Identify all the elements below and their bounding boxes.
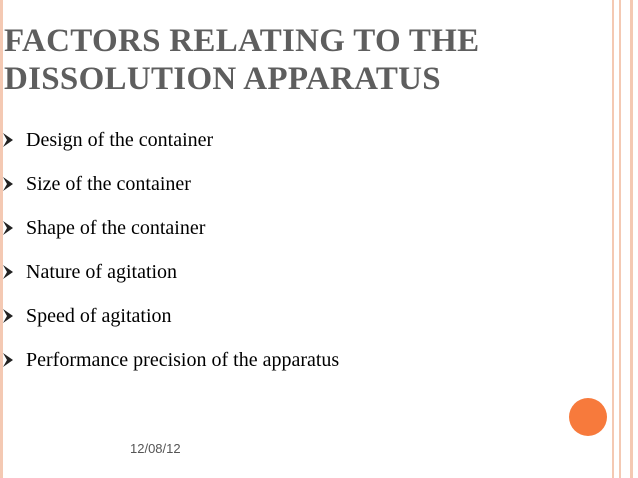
right-edge-line-1 [612, 0, 614, 478]
bullet-text: Size of the container [26, 172, 191, 195]
bullet-item [0, 250, 339, 294]
arrowhead-bullet-icon [0, 221, 26, 235]
slide-title: FACTORS RELATING TO THE DISSOLUTION APPARATUS [4, 23, 480, 97]
bullet-list [0, 118, 339, 382]
bullet-text: Performance precision of the apparatus [26, 348, 340, 371]
arrowhead-bullet-icon [0, 177, 26, 191]
bullet-text: Speed of agitation [26, 304, 172, 327]
orange-circle-decoration [569, 398, 607, 436]
footer-date: 12/08/12 [130, 441, 181, 456]
right-edge-line-3 [630, 0, 633, 478]
bullet-text: Design of the container [26, 128, 214, 151]
bullet-text: Nature of agitation [26, 260, 178, 283]
bullet-item [0, 294, 339, 338]
arrowhead-bullet-icon [0, 309, 26, 323]
arrowhead-bullet-icon [0, 353, 26, 367]
bullet-item [0, 206, 339, 250]
bullet-item [0, 162, 339, 206]
arrowhead-bullet-icon [0, 133, 26, 147]
right-edge-line-2 [619, 0, 621, 478]
bullet-text: Shape of the container [26, 216, 206, 239]
bullet-item [0, 338, 339, 382]
bullet-item [0, 118, 339, 162]
arrowhead-bullet-icon [0, 265, 26, 279]
